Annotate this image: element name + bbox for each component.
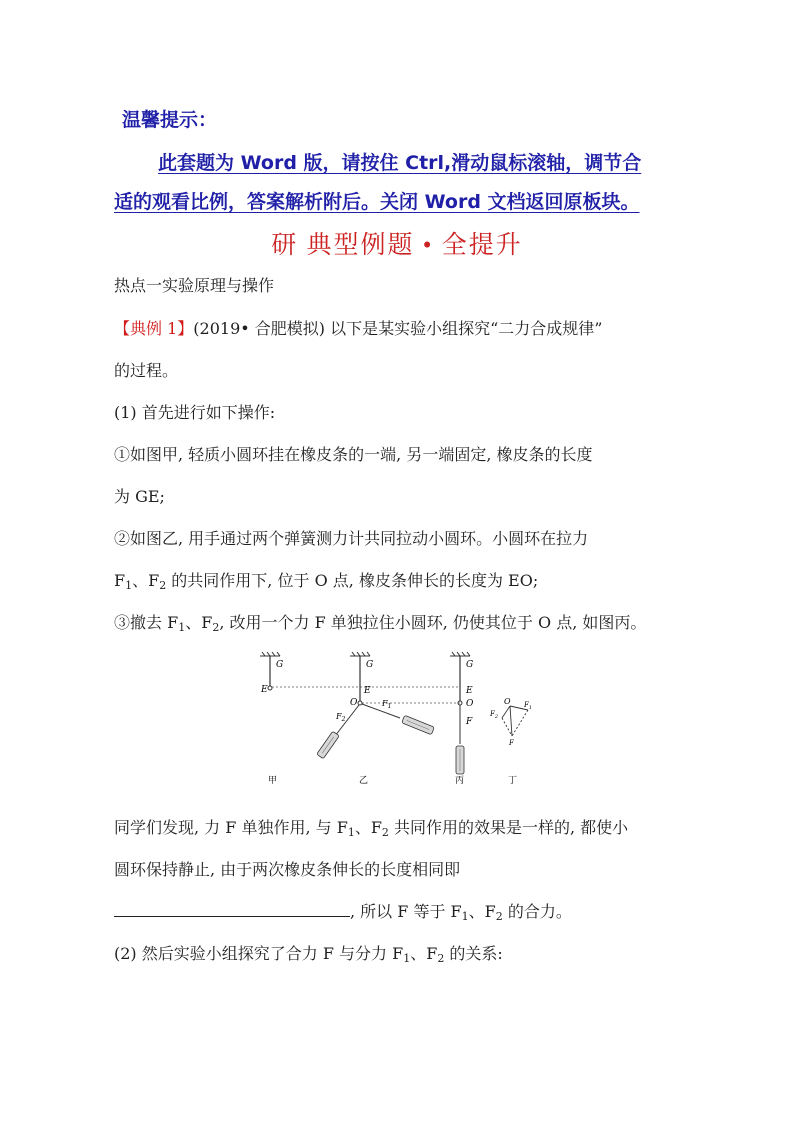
ceiling-jia	[260, 652, 280, 656]
experiment-figure	[240, 648, 570, 798]
label-f-ding: F	[509, 739, 514, 747]
ring-yi	[358, 701, 362, 705]
ceiling-yi	[350, 652, 370, 656]
spring-scale-f1	[402, 715, 435, 734]
para2-line-3: , 所以 F 等于 $F_1$、$F_2$ 的合力。	[114, 899, 572, 922]
hint-line-1: 此套题为 Word 版，请按住 Ctrl,滑动鼠标滚轴，调节合	[158, 152, 642, 174]
label-f2-ding: $F_2$	[490, 710, 499, 720]
label-e-yi: E	[364, 686, 371, 696]
step3-line: ③撤去 $F_1$、$F_2$, 改用一个力 F 单独拉住小圆环, 仍使其位于 O 点, 如图丙。	[114, 613, 647, 634]
step1-line-b: 为 GE;	[114, 487, 165, 506]
label-o-yi: O	[350, 698, 358, 708]
step2-line-b: $F_1$、$F_2$ 的共同作用下, 位于 O 点, 橡皮条伸长的长度为 EO;	[114, 571, 539, 592]
ceiling-bing	[450, 652, 470, 656]
caption-jia: 甲	[268, 776, 278, 786]
example-line-1	[114, 316, 602, 339]
label-g-bing: G	[466, 660, 474, 670]
label-f2-yi: $F_2$	[336, 712, 346, 723]
spring-scale-f2	[317, 731, 340, 759]
label-f1-yi: $F_1$	[382, 699, 392, 710]
example-tag: 【典例 1】	[114, 319, 194, 338]
ring-jia	[268, 686, 272, 690]
label-e-bing: E	[466, 686, 473, 696]
para2-line-2: 圆环保持静止, 由于两次橡皮条伸长的长度相同即	[114, 860, 461, 879]
step2-line-a: ②如图乙, 用手通过两个弹簧测力计共同拉动小圆环。小圆环在拉力	[114, 529, 589, 548]
hint-line-2: 适的观看比例，答案解析附后。关闭 Word 文档返回原板块。	[114, 191, 640, 213]
hotspot-heading: 热点一实验原理与操作	[114, 276, 275, 295]
label-o-ding: O	[504, 697, 511, 706]
label-f1-ding: $F_1$	[524, 701, 533, 711]
spring-scale-f	[456, 746, 464, 774]
hint-title: 温馨提示：	[122, 109, 218, 131]
label-o-bing: O	[466, 699, 474, 709]
caption-yi: 乙	[359, 776, 369, 786]
force-diagram-ding	[502, 706, 528, 736]
section-title: 研 典型例题 • 全提升	[271, 232, 523, 259]
example-line-2: 的过程。	[114, 361, 179, 380]
label-e-jia: E	[261, 685, 268, 695]
answer-blank[interactable]	[114, 902, 350, 917]
para2-line-1: 同学们发现, 力 F 单独作用, 与 $F_1$、$F_2$ 共同作用的效果是一样的, 都使小	[114, 818, 629, 839]
label-g-jia: G	[276, 660, 284, 670]
caption-bing: 丙	[455, 776, 465, 786]
label-f-bing: F	[466, 717, 473, 727]
part1-heading: (1) 首先进行如下操作:	[114, 403, 276, 422]
caption-ding: 丁	[508, 776, 518, 786]
string-f1	[362, 704, 400, 718]
example-intro: (2019• 合肥模拟) 以下是某实验小组探究“二力合成规律”	[193, 319, 603, 338]
part2-heading: (2) 然后实验小组探究了合力 F 与分力 $F_1$、$F_2$ 的关系:	[114, 944, 503, 965]
step1-line-a: ①如图甲, 轻质小圆环挂在橡皮条的一端, 另一端固定, 橡皮条的长度	[114, 445, 593, 464]
label-g-yi: G	[366, 660, 374, 670]
